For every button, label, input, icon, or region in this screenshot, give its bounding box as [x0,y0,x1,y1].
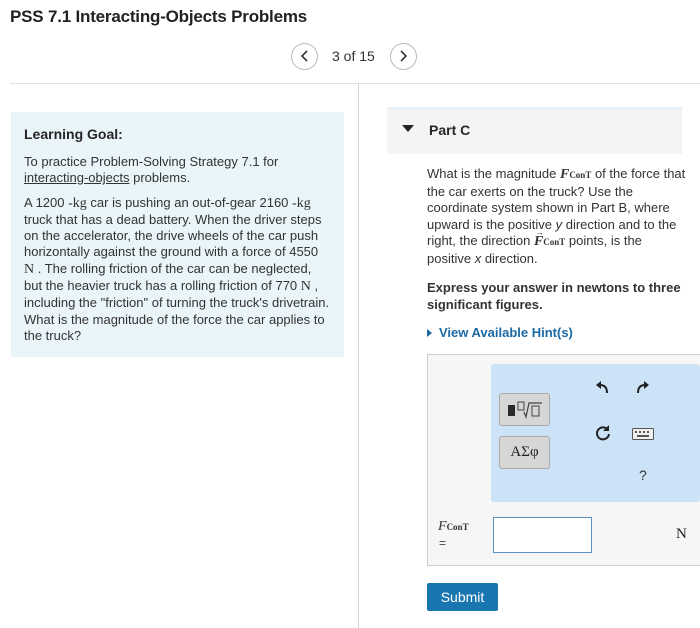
force-letter: F [559,167,570,182]
unit-kg-1: -kg [68,195,87,211]
keyboard-icon[interactable] [632,428,654,440]
force-vector-symbol [534,234,565,249]
intro-suffix: problems. [129,170,191,186]
unit-kg-2: -kg [292,195,311,211]
next-button[interactable] [390,43,417,70]
redo-icon[interactable] [635,380,651,396]
previous-button[interactable] [291,43,318,70]
submit-button[interactable]: Submit [427,583,498,611]
learning-goal-panel [11,112,344,357]
part-header-accent [387,107,682,110]
learning-goal-heading: Learning Goal: [24,126,123,142]
question-t3: direction and to the right, the direction [427,216,677,248]
answer-unit: N [676,526,687,542]
problem-text-c: truck that has a dead battery. When the driver steps on the accelerator, the drive wheels of the car push horizontally against the ground with a force of 4550 [24,211,322,260]
math-toolbar [491,364,700,502]
caret-down-icon [402,125,414,132]
answer-var-letter: F [438,519,447,534]
chevron-right-icon [398,50,408,62]
force-vector-subscript: ConT [543,237,566,247]
intro-prefix: To practice Problem-Solving Strategy 7.1 for [24,154,279,169]
question-t2: of the force that the car exerts on the truck? Use the coordinate system shown in Part B, where upward is the positive [427,166,686,232]
answer-variable-label [438,518,469,535]
answer-var-subscript: ConT [446,522,469,532]
problem-statement [24,195,331,345]
question-t5: direction. [481,250,538,266]
problem-text-a: A 1200 [24,194,69,210]
question-text [427,166,689,267]
equals-sign: = [439,536,447,550]
view-hints-link[interactable] [427,325,573,340]
part-c-header[interactable] [387,107,682,154]
chevron-left-icon [300,50,310,62]
learning-goal-intro [24,154,331,187]
force-symbol [560,167,591,182]
reset-icon[interactable] [594,424,612,442]
templates-button[interactable] [499,393,550,426]
question-t1: What is the magnitude [427,166,560,181]
part-c-label: Part C [429,122,471,138]
header-divider [10,83,700,84]
view-hints-label: View Available Hint(s) [439,325,573,340]
question-t4: points, is the positive [427,233,642,266]
answer-input[interactable] [493,517,592,553]
problem-text-b: car is pushing an out-of-gear 2160 [86,194,293,210]
answer-instructions: Express your answer in newtons to three significant figures. [427,280,681,312]
y-symbol: y [555,216,563,232]
templates-icon [504,399,546,421]
force-subscript: ConT [569,170,592,180]
unit-n-2: N [300,279,311,295]
pager [291,42,417,70]
force-vector-letter: → F [534,234,543,251]
undo-icon[interactable] [594,380,610,396]
page-title: PSS 7.1 Interacting-Objects Problems [10,7,308,26]
x-symbol: x [474,250,482,266]
interacting-objects-link[interactable]: interacting-objects [24,170,130,186]
column-divider [358,84,359,628]
unit-n-1: N [24,261,35,277]
problem-text-d: . The rolling friction of the car can be neglected, but the heavier truck has a rolling friction of 770 [24,260,312,294]
greek-symbols-button[interactable]: ΑΣφ [499,436,550,469]
page-counter: 3 of 15 [332,48,375,64]
help-icon[interactable]: ? [639,467,647,483]
problem-text-e: , including the "friction" of turning the truck's drivetrain. What is the magnitude of the force the car applies to the truck? [24,278,330,343]
caret-right-icon [427,329,432,337]
